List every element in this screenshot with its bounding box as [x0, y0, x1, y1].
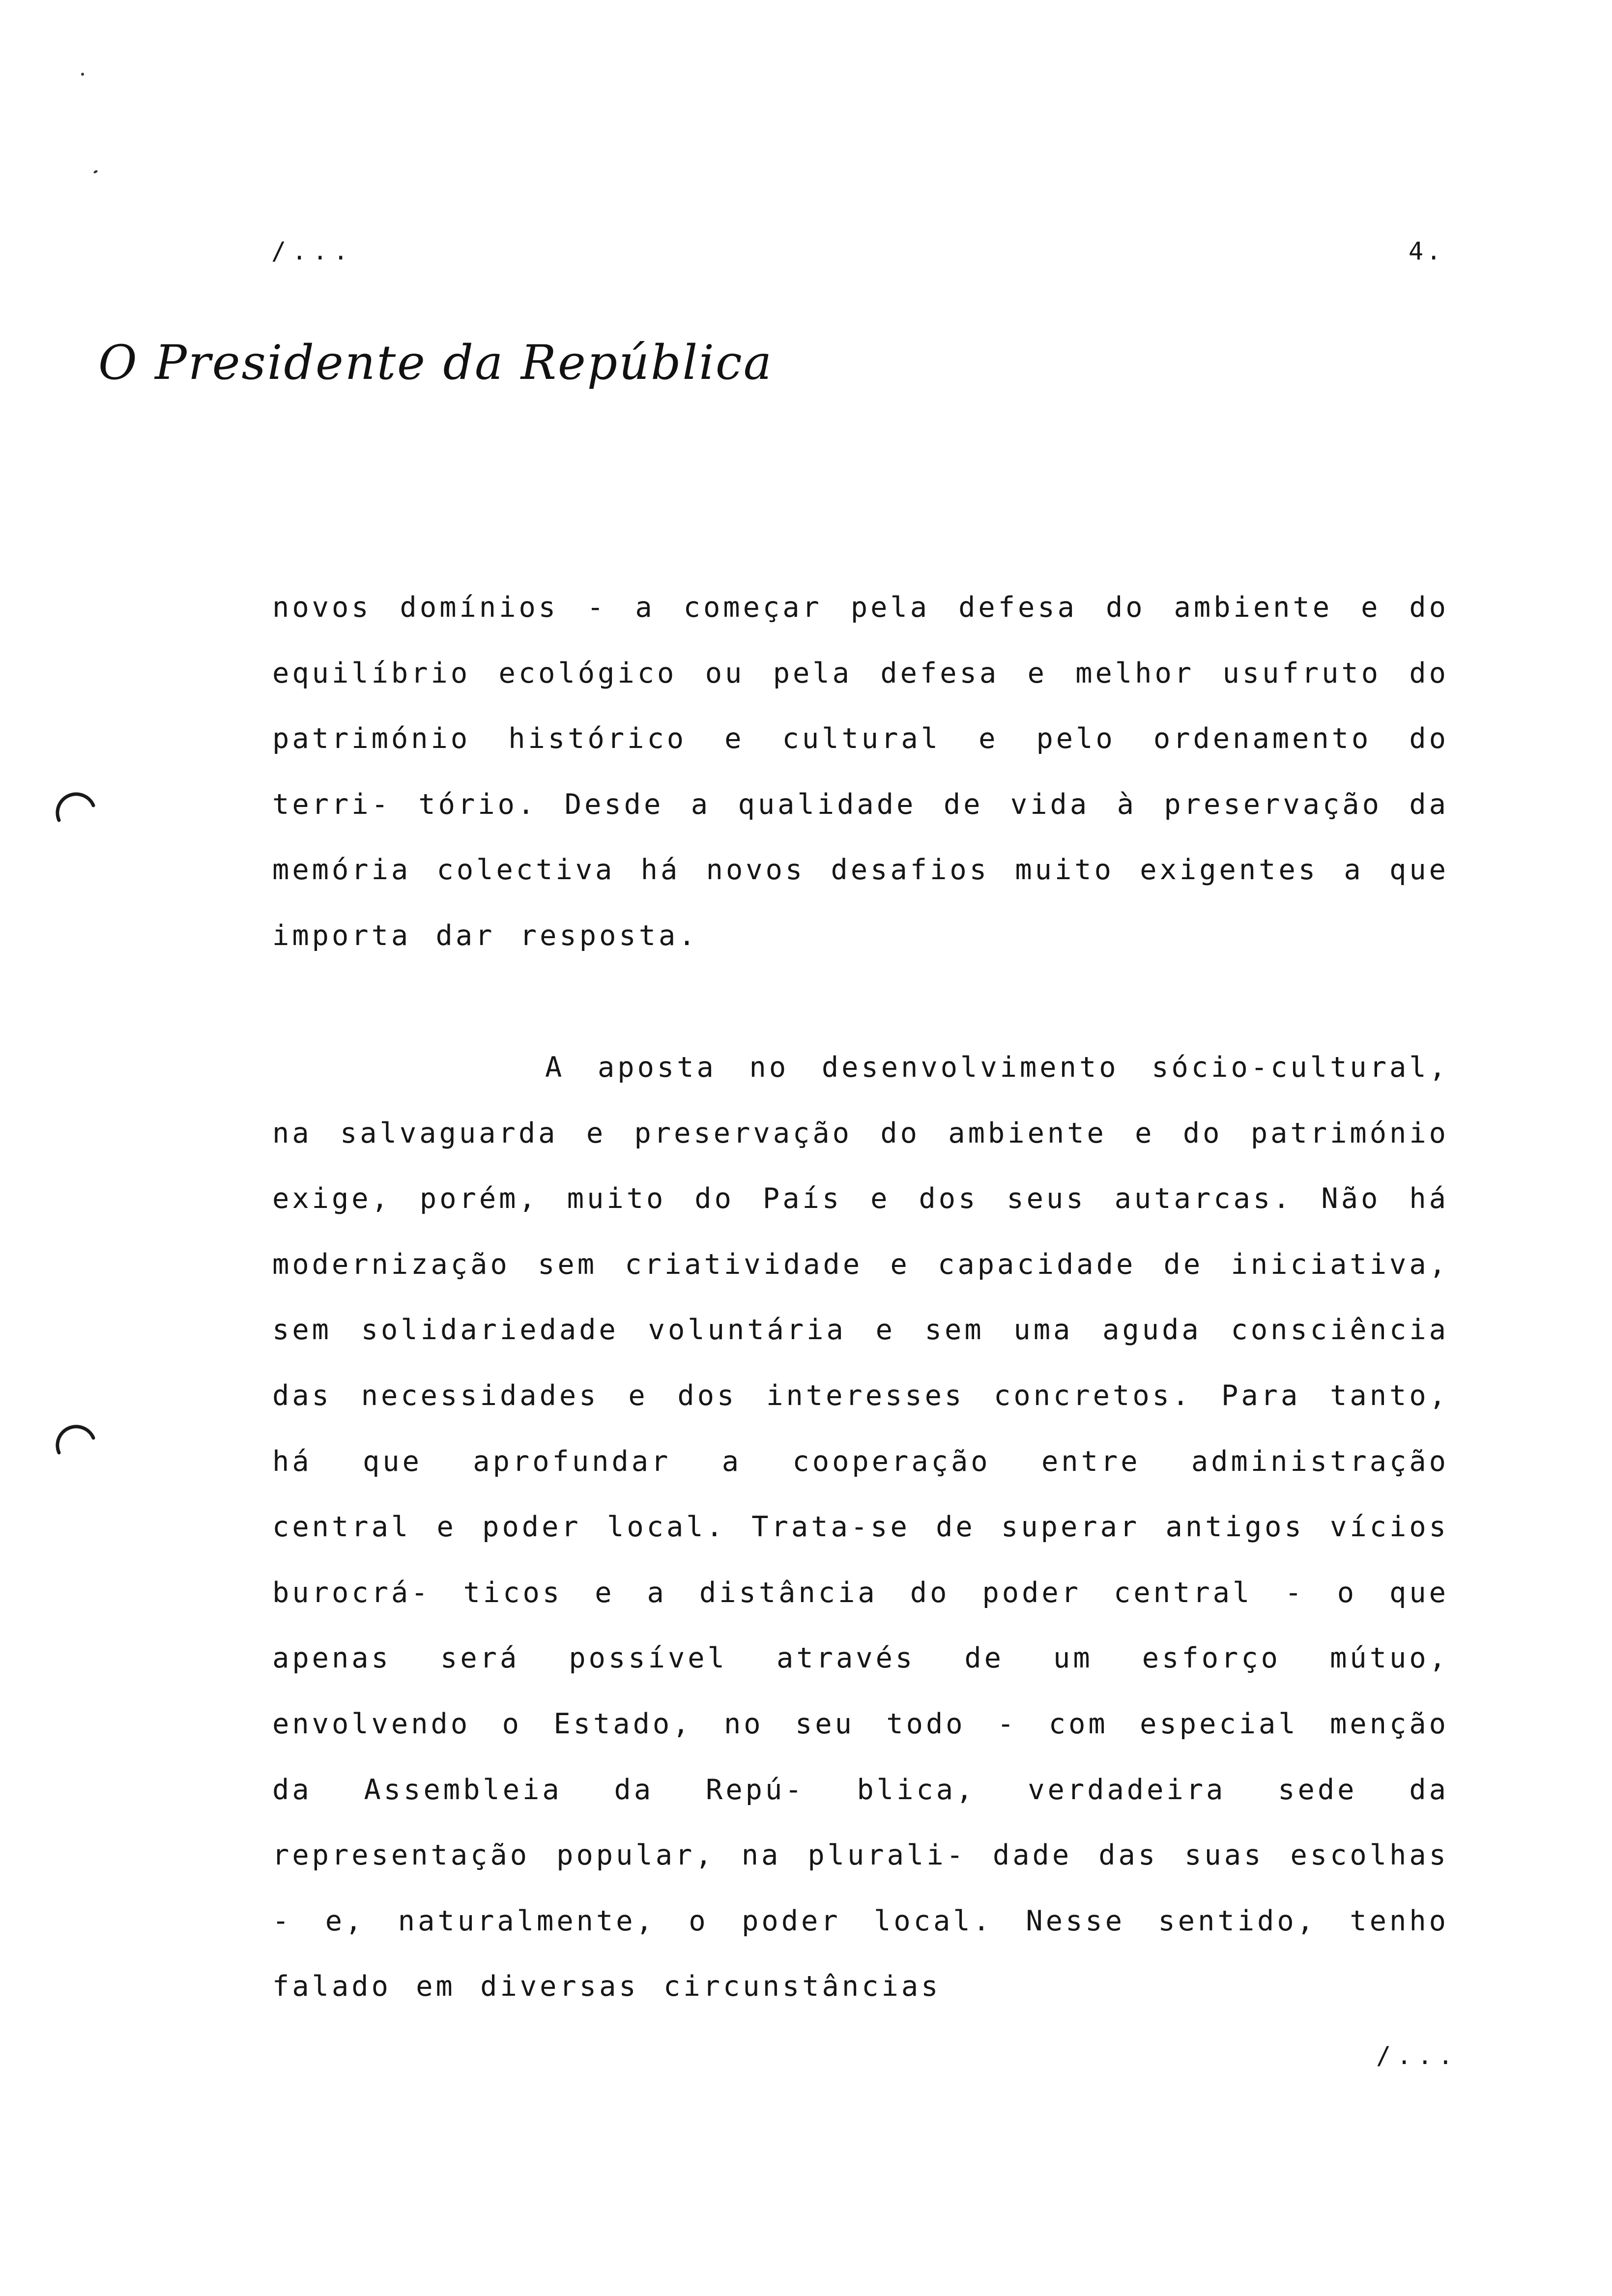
body-paragraph-2: A aposta no desenvolvimento sócio-cultural, na salvaguarda e preservação do ambiente e do património exige, porém, muito do País e dos seus autarcas. Não há modernização sem criatividade e capacidade de iniciativa, sem solidariedade voluntária e sem uma aguda consciência das necessidades e dos interesses concretos. Para tanto, há que aprofundar a cooperação entre administração central e poder local. Trata-se de superar antigos vícios burocrá- ticos e a distância do poder central - o que apenas será possível através de um esforço mútuo, envolvendo o Estado, no seu todo - com especial menção da Assembleia da Repú- blica, verdadeira sede da representação popular, na plurali- dade das suas escolhas - e, naturalmente, o poder local. Nesse sentido, tenho falado em diversas circunstâncias: [272, 1051, 1449, 2003]
continuation-mark-bottom: /...: [1376, 2041, 1459, 2070]
punch-hole-icon: [55, 1416, 96, 1458]
scan-speck: [93, 170, 98, 174]
body-paragraph-1: novos domínios - a começar pela defesa do ambiente e do equilíbrio ecológico ou pela defesa e melhor usufruto do património histórico e cultural e pelo ordenamento do terri- tório. Desde a qualidade de vida à preservação da memória colectiva há novos desafios muito exigentes a que importa dar resposta.: [272, 591, 1449, 952]
punch-hole-icon: [55, 784, 96, 825]
continuation-mark-top: /...: [271, 237, 354, 265]
page-number: 4.: [1409, 237, 1444, 265]
scan-speck: [81, 73, 84, 76]
letterhead-signature: O Presidente da República: [98, 335, 773, 390]
